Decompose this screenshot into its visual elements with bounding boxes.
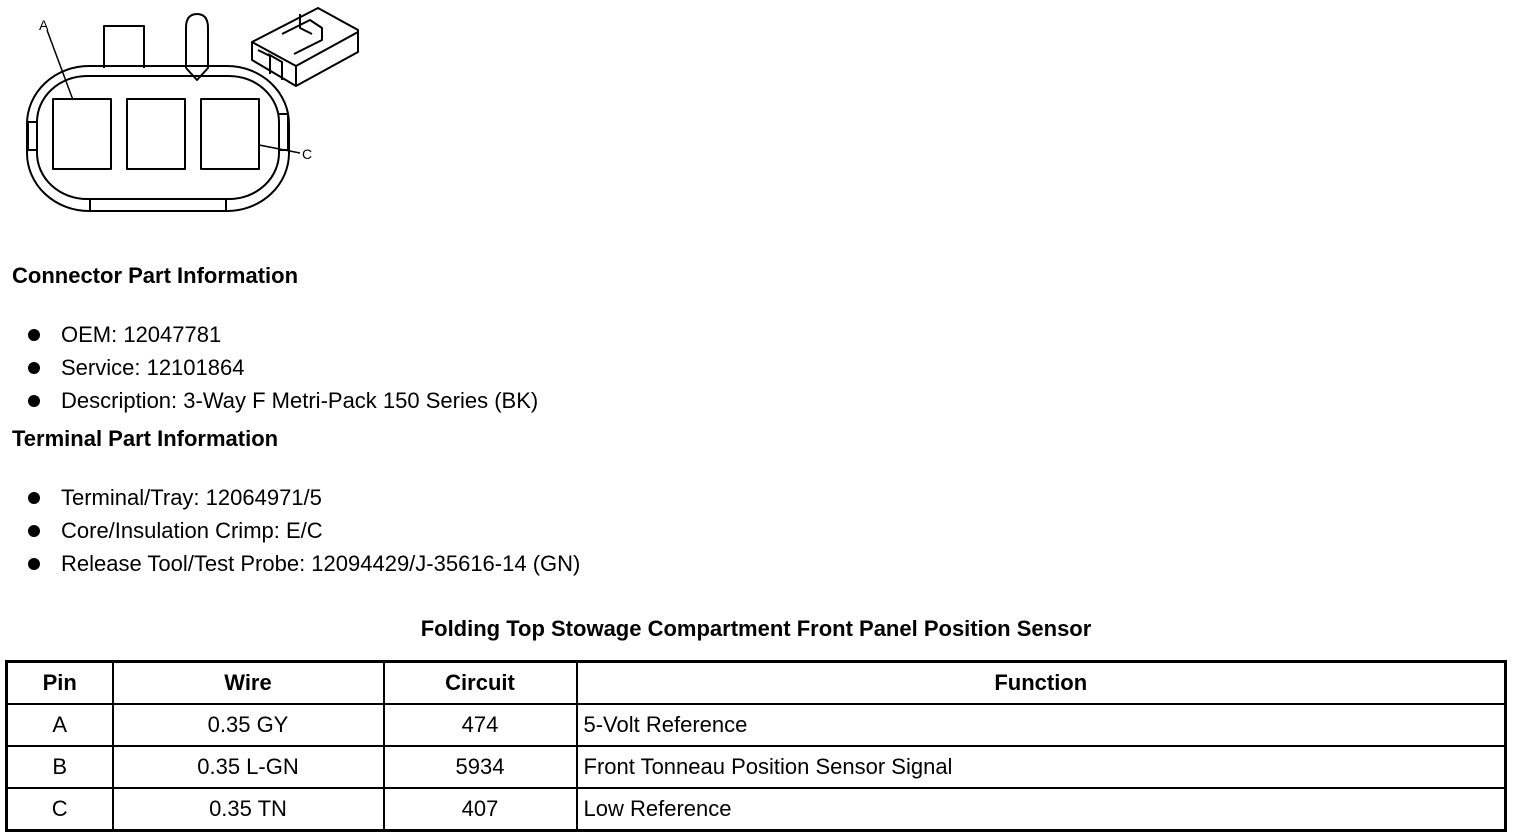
cell-wire: 0.35 TN bbox=[113, 788, 384, 831]
connector-inner-shell bbox=[37, 76, 279, 199]
list-item-text: Core/Insulation Crimp: E/C bbox=[61, 517, 323, 543]
pin-label-c: C bbox=[302, 146, 313, 162]
list-item bbox=[28, 481, 580, 514]
cell-pin: A bbox=[7, 704, 113, 746]
table-row bbox=[7, 788, 1506, 831]
bullet-icon bbox=[28, 395, 40, 407]
header-function: Function bbox=[577, 662, 1506, 705]
cell-circuit: 407 bbox=[384, 788, 577, 831]
table-title: Folding Top Stowage Compartment Front Panel Position Sensor bbox=[420, 616, 1092, 641]
cell-wire: 0.35 L-GN bbox=[113, 746, 384, 788]
bullet-icon bbox=[28, 525, 40, 537]
cell-function: Low Reference bbox=[577, 788, 1506, 831]
list-item bbox=[28, 514, 580, 547]
connector-part-info-heading: Connector Part Information bbox=[12, 263, 299, 288]
terminal-part-info-heading: Terminal Part Information bbox=[12, 426, 279, 451]
terminal-part-info-list bbox=[28, 481, 580, 580]
cell-wire: 0.35 GY bbox=[113, 704, 384, 746]
connector-isometric-icon bbox=[252, 8, 358, 86]
list-item-text: OEM: 12047781 bbox=[61, 321, 222, 347]
cell-function: Front Tonneau Position Sensor Signal bbox=[577, 746, 1506, 788]
header-circuit: Circuit bbox=[384, 662, 577, 705]
connector-outer-shell bbox=[27, 66, 289, 211]
cavity-a bbox=[53, 99, 111, 169]
list-item bbox=[28, 351, 538, 384]
table-header-row bbox=[7, 662, 1506, 705]
list-item bbox=[28, 318, 538, 351]
table-row bbox=[7, 704, 1506, 746]
bullet-icon bbox=[28, 362, 40, 374]
cell-pin: B bbox=[7, 746, 113, 788]
table-row bbox=[7, 746, 1506, 788]
list-item-text: Description: 3-Way F Metri-Pack 150 Series (BK) bbox=[61, 387, 539, 413]
list-item-text: Terminal/Tray: 12064971/5 bbox=[61, 484, 322, 510]
list-item-text: Service: 12101864 bbox=[61, 354, 245, 380]
list-item-text: Release Tool/Test Probe: 12094429/J-35616-14 (GN) bbox=[61, 550, 581, 576]
cell-pin: C bbox=[7, 788, 113, 831]
bullet-icon bbox=[28, 329, 40, 341]
bullet-icon bbox=[28, 492, 40, 504]
list-item bbox=[28, 384, 538, 417]
pinout-table bbox=[5, 660, 1507, 832]
connector-latch bbox=[104, 26, 144, 68]
connector-key bbox=[186, 14, 208, 80]
list-item bbox=[28, 547, 580, 580]
cell-function: 5-Volt Reference bbox=[577, 704, 1506, 746]
bullet-icon bbox=[28, 558, 40, 570]
header-pin: Pin bbox=[7, 662, 113, 705]
cavity-b bbox=[127, 99, 185, 169]
cell-circuit: 5934 bbox=[384, 746, 577, 788]
pin-label-a: A bbox=[39, 17, 49, 33]
connector-face-diagram bbox=[0, 0, 370, 220]
connector-part-info-list bbox=[28, 318, 538, 417]
cell-circuit: 474 bbox=[384, 704, 577, 746]
header-wire: Wire bbox=[113, 662, 384, 705]
cavity-c bbox=[201, 99, 259, 169]
